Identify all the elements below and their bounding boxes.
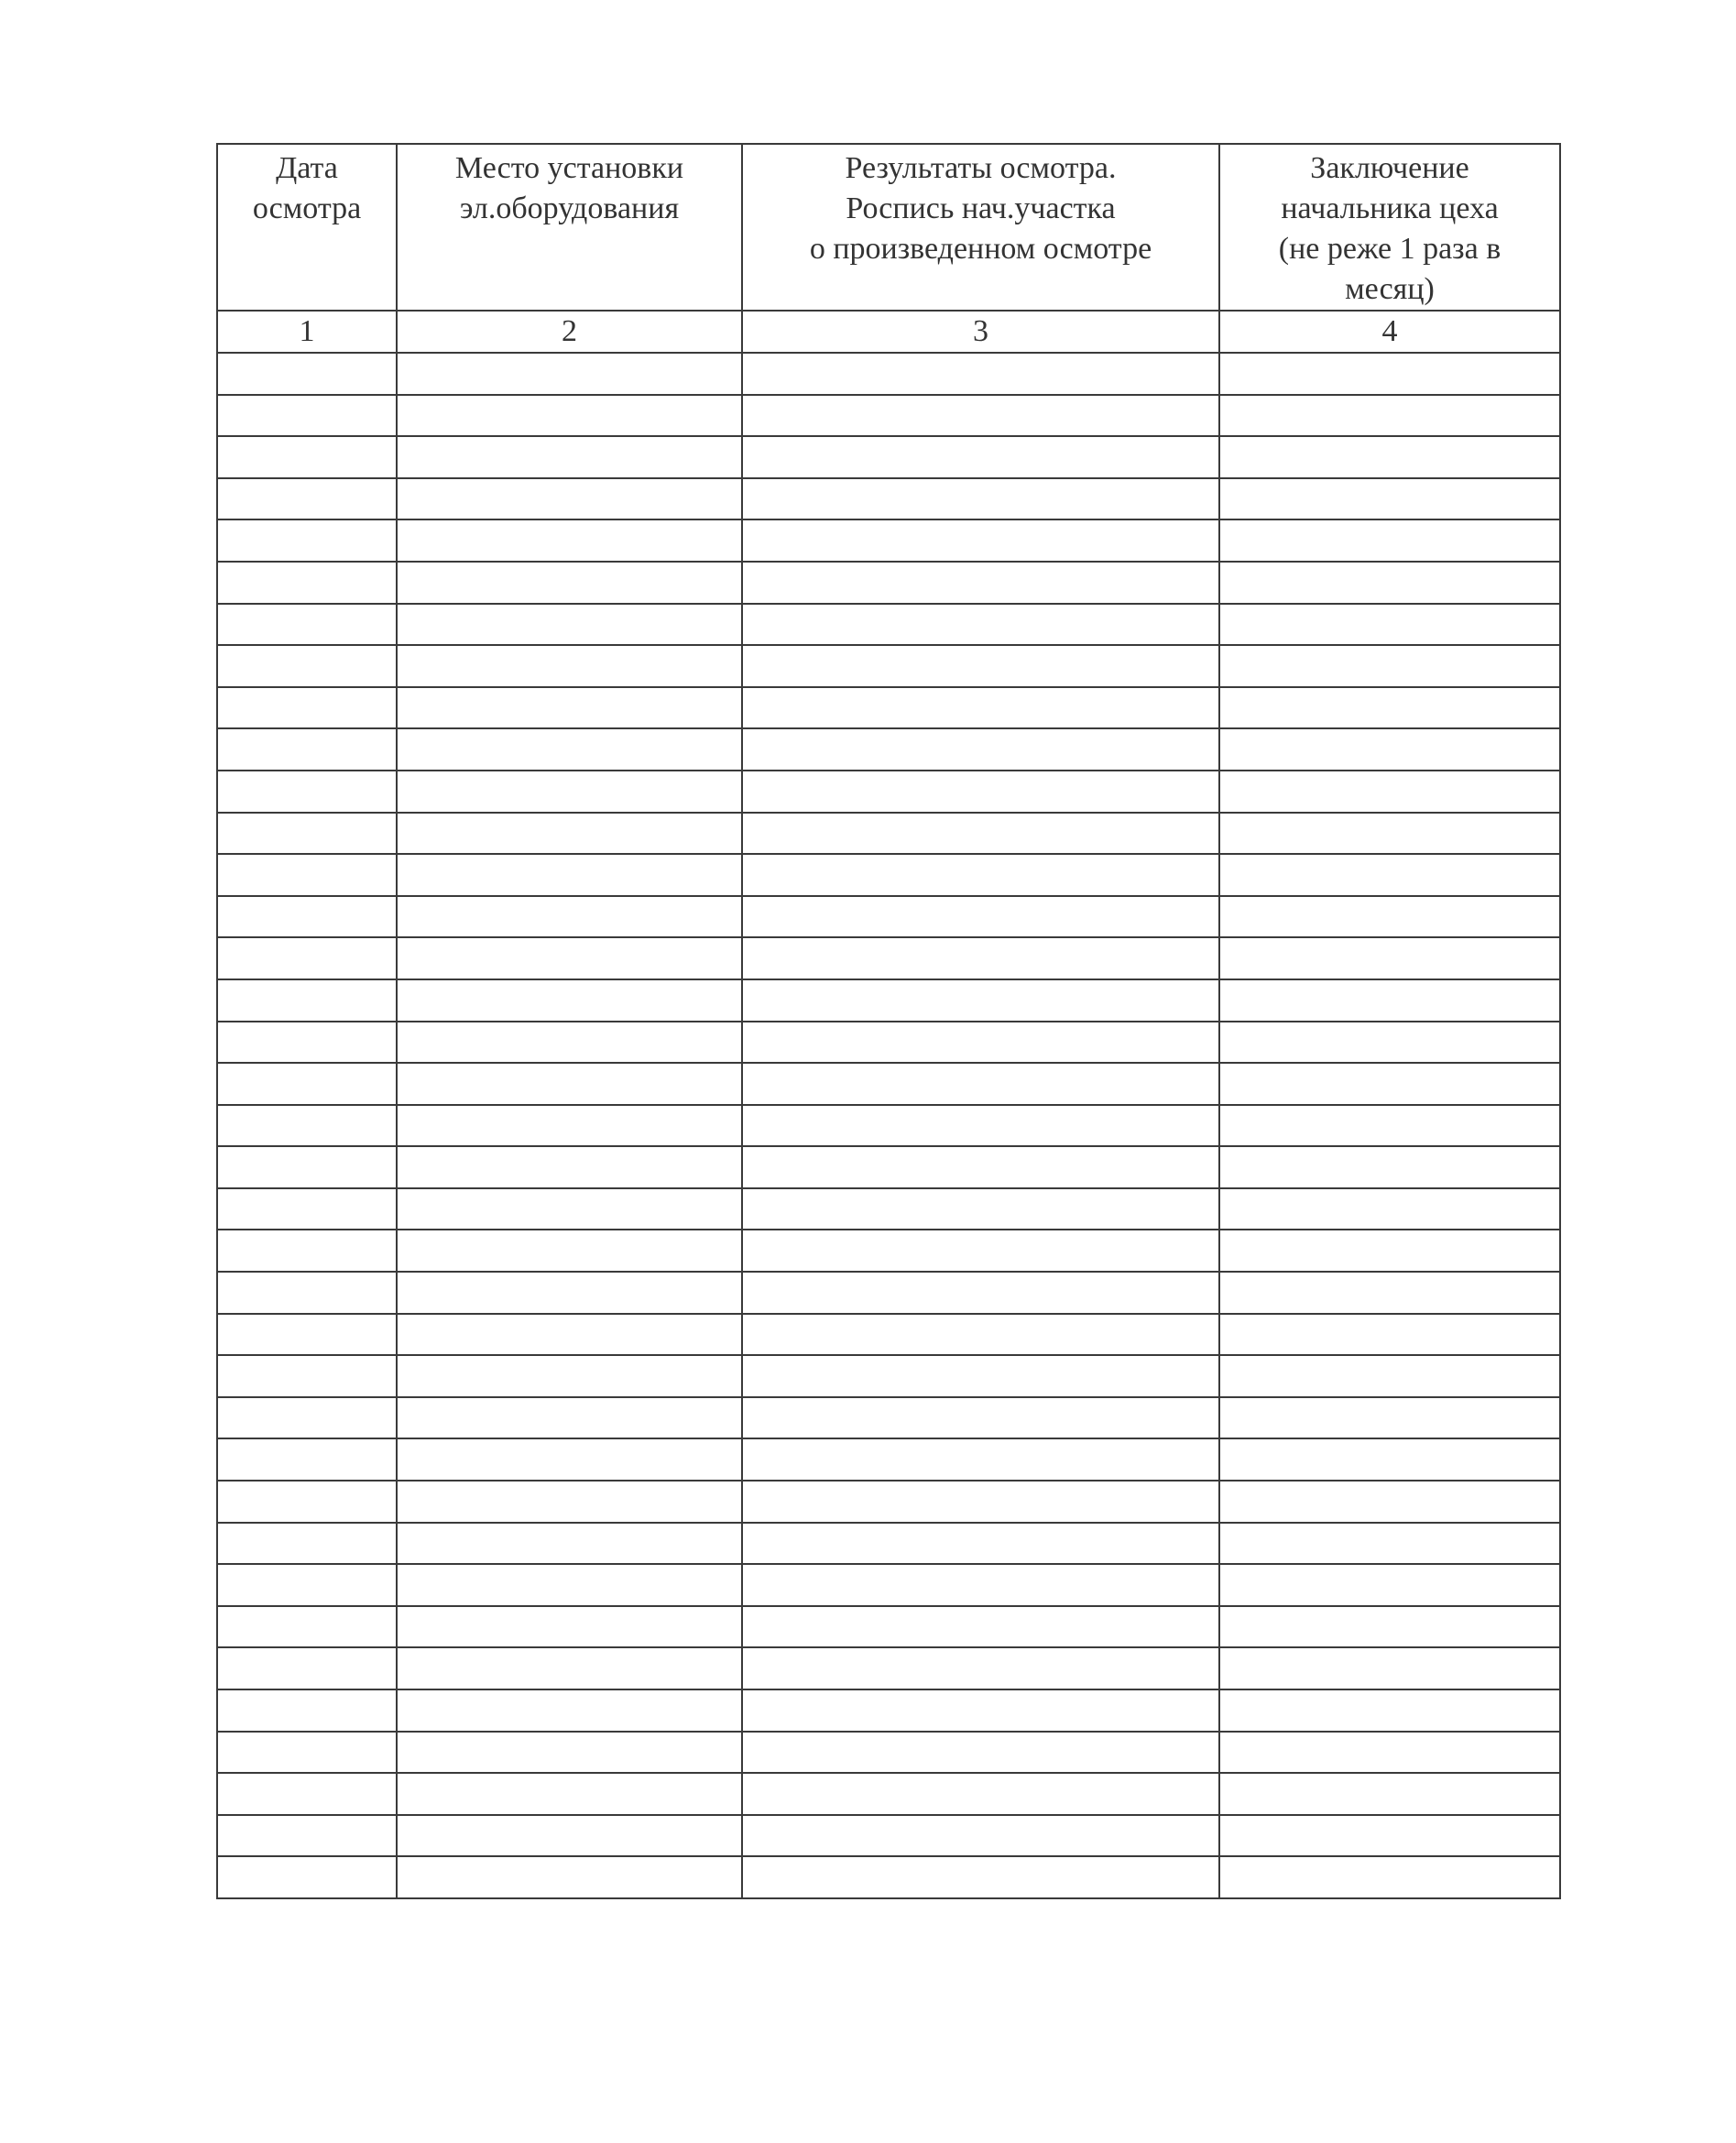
blank-cell-conclusion [1219, 937, 1560, 979]
blank-cell-results [742, 687, 1219, 729]
blank-cell-date [217, 1689, 397, 1732]
table-row [217, 1314, 1560, 1356]
blank-cell-location [397, 1314, 742, 1356]
header-inspection-results: Результаты осмотра. Роспись нач.участка о произведенном осмотре [742, 144, 1219, 311]
table-row [217, 1063, 1560, 1105]
blank-cell-location [397, 728, 742, 771]
blank-cell-date [217, 604, 397, 646]
table-row [217, 353, 1560, 395]
blank-cell-location [397, 771, 742, 813]
blank-cell-conclusion [1219, 1773, 1560, 1815]
blank-cell-results [742, 1022, 1219, 1064]
blank-cell-date [217, 1438, 397, 1481]
table-row [217, 1188, 1560, 1230]
blank-cell-conclusion [1219, 562, 1560, 604]
table-row [217, 854, 1560, 896]
blank-cell-results [742, 1773, 1219, 1815]
blank-cell-date [217, 1732, 397, 1774]
table-row [217, 813, 1560, 855]
table-row [217, 937, 1560, 979]
blank-cell-date [217, 1856, 397, 1898]
blank-cell-results [742, 395, 1219, 437]
blank-cell-results [742, 1105, 1219, 1147]
blank-cell-location [397, 562, 742, 604]
table-row [217, 1355, 1560, 1397]
column-number-3: 3 [742, 311, 1219, 353]
blank-cell-location [397, 1773, 742, 1815]
blank-cell-location [397, 813, 742, 855]
blank-cell-conclusion [1219, 436, 1560, 478]
blank-cell-results [742, 478, 1219, 520]
blank-cell-results [742, 728, 1219, 771]
blank-cell-results [742, 1815, 1219, 1857]
blank-cell-conclusion [1219, 896, 1560, 938]
blank-cell-location [397, 1022, 742, 1064]
table-row [217, 436, 1560, 478]
blank-cell-location [397, 1188, 742, 1230]
blank-cell-results [742, 1397, 1219, 1439]
blank-cell-conclusion [1219, 1856, 1560, 1898]
table-row [217, 1647, 1560, 1689]
blank-cell-conclusion [1219, 1105, 1560, 1147]
table-row [217, 604, 1560, 646]
blank-cell-conclusion [1219, 1438, 1560, 1481]
table-row [217, 1689, 1560, 1732]
blank-cell-location [397, 1815, 742, 1857]
blank-cell-location [397, 604, 742, 646]
blank-cell-date [217, 979, 397, 1022]
table-row [217, 979, 1560, 1022]
table-row [217, 896, 1560, 938]
blank-cell-date [217, 562, 397, 604]
blank-cell-location [397, 1606, 742, 1648]
table-row [217, 1105, 1560, 1147]
blank-cell-conclusion [1219, 1481, 1560, 1523]
blank-cell-results [742, 1438, 1219, 1481]
table-row [217, 1397, 1560, 1439]
blank-cell-conclusion [1219, 1523, 1560, 1565]
blank-cell-date [217, 1063, 397, 1105]
blank-cell-conclusion [1219, 1397, 1560, 1439]
blank-cell-date [217, 519, 397, 562]
table-row [217, 687, 1560, 729]
blank-cell-date [217, 1397, 397, 1439]
blank-cell-conclusion [1219, 979, 1560, 1022]
column-number-1: 1 [217, 311, 397, 353]
blank-cell-location [397, 1355, 742, 1397]
table-row [217, 1606, 1560, 1648]
blank-cell-results [742, 813, 1219, 855]
blank-cell-date [217, 1272, 397, 1314]
blank-cell-conclusion [1219, 1606, 1560, 1648]
blank-cell-location [397, 1856, 742, 1898]
blank-cell-date [217, 937, 397, 979]
blank-cell-location [397, 645, 742, 687]
blank-cell-date [217, 771, 397, 813]
table-row [217, 1022, 1560, 1064]
table-row [217, 395, 1560, 437]
blank-cell-location [397, 395, 742, 437]
blank-cell-results [742, 1689, 1219, 1732]
blank-cell-location [397, 1732, 742, 1774]
blank-cell-results [742, 562, 1219, 604]
blank-cell-location [397, 854, 742, 896]
blank-cell-date [217, 854, 397, 896]
log-body [217, 353, 1560, 1898]
blank-cell-date [217, 395, 397, 437]
blank-cell-results [742, 604, 1219, 646]
blank-cell-conclusion [1219, 519, 1560, 562]
blank-cell-results [742, 771, 1219, 813]
blank-cell-conclusion [1219, 1355, 1560, 1397]
blank-cell-location [397, 979, 742, 1022]
blank-cell-conclusion [1219, 1647, 1560, 1689]
blank-cell-location [397, 1564, 742, 1606]
header-inspection-date: Дата осмотра [217, 144, 397, 311]
blank-cell-results [742, 1314, 1219, 1356]
blank-cell-results [742, 896, 1219, 938]
blank-cell-location [397, 1146, 742, 1188]
blank-cell-date [217, 1105, 397, 1147]
blank-cell-date [217, 1314, 397, 1356]
blank-cell-location [397, 1689, 742, 1732]
blank-cell-conclusion [1219, 771, 1560, 813]
table-row [217, 771, 1560, 813]
blank-cell-results [742, 937, 1219, 979]
blank-cell-date [217, 436, 397, 478]
blank-cell-location [397, 436, 742, 478]
blank-cell-results [742, 1146, 1219, 1188]
blank-cell-results [742, 1732, 1219, 1774]
blank-cell-location [397, 1230, 742, 1272]
blank-cell-conclusion [1219, 687, 1560, 729]
blank-cell-conclusion [1219, 1146, 1560, 1188]
table-row [217, 1732, 1560, 1774]
table-row [217, 728, 1560, 771]
blank-cell-results [742, 1063, 1219, 1105]
table-row [217, 1438, 1560, 1481]
blank-cell-date [217, 1647, 397, 1689]
blank-cell-date [217, 1146, 397, 1188]
blank-cell-conclusion [1219, 1815, 1560, 1857]
blank-cell-location [397, 478, 742, 520]
blank-cell-location [397, 896, 742, 938]
blank-cell-date [217, 1523, 397, 1565]
blank-cell-conclusion [1219, 1272, 1560, 1314]
blank-cell-date [217, 896, 397, 938]
blank-cell-date [217, 687, 397, 729]
blank-cell-conclusion [1219, 395, 1560, 437]
blank-cell-results [742, 436, 1219, 478]
table-row [217, 1773, 1560, 1815]
column-number-row [217, 311, 1560, 353]
blank-cell-results [742, 1564, 1219, 1606]
blank-cell-conclusion [1219, 1564, 1560, 1606]
blank-cell-location [397, 1438, 742, 1481]
blank-cell-results [742, 1523, 1219, 1565]
blank-cell-results [742, 1856, 1219, 1898]
blank-cell-conclusion [1219, 1732, 1560, 1774]
blank-cell-date [217, 1606, 397, 1648]
table-row [217, 1856, 1560, 1898]
blank-cell-date [217, 1230, 397, 1272]
inspection-log-table [216, 143, 1561, 1899]
blank-cell-conclusion [1219, 1022, 1560, 1064]
blank-cell-results [742, 645, 1219, 687]
blank-cell-location [397, 1105, 742, 1147]
table-row [217, 1272, 1560, 1314]
table-row [217, 1564, 1560, 1606]
blank-cell-location [397, 1397, 742, 1439]
blank-cell-location [397, 1272, 742, 1314]
header-equipment-location: Место установки эл.оборудования [397, 144, 742, 311]
blank-cell-date [217, 1815, 397, 1857]
blank-cell-results [742, 1272, 1219, 1314]
table-row [217, 478, 1560, 520]
table-row [217, 1230, 1560, 1272]
blank-cell-date [217, 1355, 397, 1397]
table-row [217, 1146, 1560, 1188]
blank-cell-results [742, 519, 1219, 562]
blank-cell-results [742, 353, 1219, 395]
blank-cell-location [397, 519, 742, 562]
blank-cell-date [217, 1188, 397, 1230]
blank-cell-date [217, 1564, 397, 1606]
blank-cell-results [742, 1647, 1219, 1689]
blank-cell-results [742, 1230, 1219, 1272]
blank-cell-location [397, 1647, 742, 1689]
blank-cell-conclusion [1219, 1063, 1560, 1105]
blank-cell-location [397, 1481, 742, 1523]
blank-cell-results [742, 1481, 1219, 1523]
blank-cell-conclusion [1219, 1188, 1560, 1230]
blank-cell-date [217, 1481, 397, 1523]
blank-cell-location [397, 353, 742, 395]
blank-cell-location [397, 1063, 742, 1105]
column-number-2: 2 [397, 311, 742, 353]
blank-cell-date [217, 1022, 397, 1064]
blank-cell-location [397, 937, 742, 979]
table-row [217, 1815, 1560, 1857]
blank-cell-date [217, 728, 397, 771]
blank-cell-conclusion [1219, 1230, 1560, 1272]
blank-cell-location [397, 1523, 742, 1565]
table-row [217, 645, 1560, 687]
blank-cell-date [217, 645, 397, 687]
blank-cell-conclusion [1219, 604, 1560, 646]
table-row [217, 519, 1560, 562]
blank-cell-conclusion [1219, 813, 1560, 855]
blank-cell-conclusion [1219, 1314, 1560, 1356]
blank-cell-conclusion [1219, 1689, 1560, 1732]
blank-cell-results [742, 854, 1219, 896]
blank-cell-conclusion [1219, 854, 1560, 896]
blank-cell-results [742, 979, 1219, 1022]
blank-cell-date [217, 1773, 397, 1815]
table-row [217, 1523, 1560, 1565]
blank-cell-results [742, 1606, 1219, 1648]
column-number-4: 4 [1219, 311, 1560, 353]
blank-cell-results [742, 1188, 1219, 1230]
blank-cell-date [217, 353, 397, 395]
blank-cell-location [397, 687, 742, 729]
blank-cell-results [742, 1355, 1219, 1397]
table-row [217, 562, 1560, 604]
blank-cell-date [217, 813, 397, 855]
blank-cell-conclusion [1219, 645, 1560, 687]
header-shop-chief-conclusion: Заключение начальника цеха (не реже 1 раза в месяц) [1219, 144, 1560, 311]
header-row [217, 144, 1560, 311]
blank-cell-date [217, 478, 397, 520]
blank-cell-conclusion [1219, 353, 1560, 395]
blank-cell-conclusion [1219, 478, 1560, 520]
table-row [217, 1481, 1560, 1523]
blank-cell-conclusion [1219, 728, 1560, 771]
